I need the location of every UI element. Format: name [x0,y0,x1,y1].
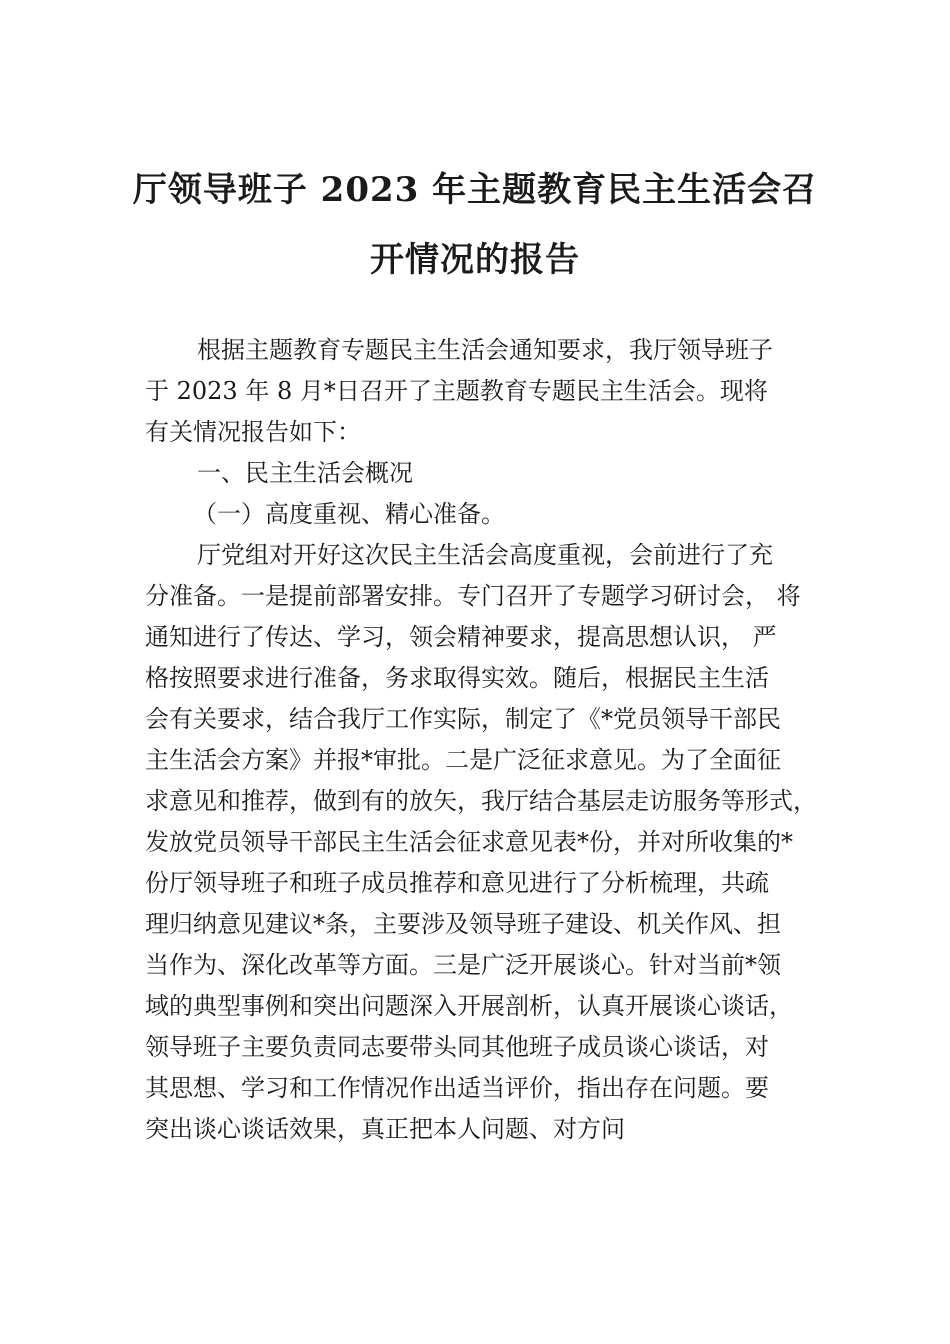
body-line: 份厅领导班子和班子成员推荐和意见进行了分析梳理，共疏 [145,869,769,897]
body-line: 厅党组对开好这次民主生活会高度重视，会前进行了充 [197,541,773,569]
body-line: 理归纳意见建议*条，主要涉及领导班子建设、机关作风、担 [145,910,781,938]
document-title-line-1: 厅领导班子 2023 年主题教育民主生活会召 [132,170,818,210]
subsection-heading: （一）高度重视、精心准备。 [193,500,505,528]
body-line: 分准备。一是提前部署安排。专门召开了专题学习研讨会， 将 [145,582,801,610]
body-line: 求意见和推荐，做到有的放矢，我厅结合基层走访服务等形式， [145,787,817,815]
body-line: 发放党员领导干部民主生活会征求意见表*份，并对所收集的* [145,828,793,856]
body-line: 领导班子主要负责同志要带头同其他班子成员谈心谈话，对 [145,1033,769,1061]
body-line: 其思想、学习和工作情况作出适当评价，指出存在问题。要 [145,1074,769,1102]
body-line: 有关情况报告如下： [145,418,361,446]
body-line: 格按照要求进行准备，务求取得实效。随后，根据民主生活 [145,664,769,692]
body-line: 当作为、深化改革等方面。三是广泛开展谈心。针对当前*领 [145,951,781,979]
body-line: 于 2023 年 8 月*日召开了主题教育专题民主生活会。现将 [145,377,768,405]
body-line: 根据主题教育专题民主生活会通知要求，我厅领导班子 [197,336,773,364]
document-body [145,330,835,1150]
body-line: 突出谈心谈话效果，真正把本人问题、对方问 [145,1115,625,1143]
body-line: 域的典型事例和突出问题深入开展剖析，认真开展谈心谈话， [145,992,793,1020]
body-line: 通知进行了传达、学习，领会精神要求，提高思想认识， 严 [145,623,777,651]
body-line: 会有关要求，结合我厅工作实际，制定了《*党员领导干部民 [145,705,781,733]
section-heading: 一、民主生活会概况 [197,459,413,487]
document-title-line-2: 开情况的报告 [370,240,580,280]
body-line: 主生活会方案》并报*审批。二是广泛征求意见。为了全面征 [145,746,781,774]
